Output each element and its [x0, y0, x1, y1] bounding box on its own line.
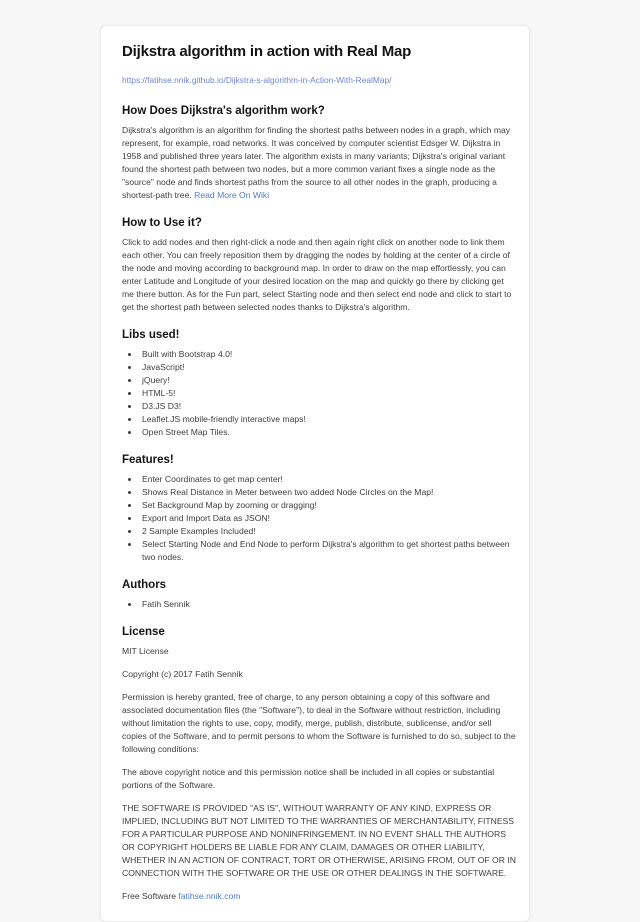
- list-item: • jQuery!: [140, 374, 516, 387]
- how-use-paragraph: Click to add nodes and then right-click a node and then again right click on another node to link them each other. You can freely reposition them by dragging the nodes by holding at the center of a circle of the node and moving according to background map. In order to draw on the map effortlessly, you can enter Latitude and Longitude of your desired location on the map and quickly go there by clicking get me there button. As for the Fun part, select Starting node and then select end node and click to start to get the shortest path between selected nodes thanks to Dijkstra's algorithm.: [122, 236, 512, 312]
- heading-how-use: How to Use it?: [122, 216, 202, 229]
- heading-how-works: How Does Dijkstra's algorithm work?: [122, 104, 325, 117]
- list-item: • D3.JS D3!: [140, 400, 516, 413]
- features-list: [122, 473, 516, 564]
- list-item: • Shows Real Distance in Meter between two added Node Circles on the Map!: [140, 486, 516, 499]
- license-warranty-paragraph: THE SOFTWARE IS PROVIDED "AS IS", WITHOUT WARRANTY OF ANY KIND, EXPRESS OR IMPLIED, INCLUDING BUT NOT LIMITED TO THE WARRANTIES OF MERCHANTABILITY, FITNESS FOR A PARTICULAR PURPOSE AND NONINFRINGEMENT. IN NO EVENT SHALL THE AUTHORS OR COPYRIGHT HOLDERS BE LIABLE FOR ANY CLAIM, DAMAGES OR OTHER LIABILITY, WHETHER IN AN ACTION OF CONTRACT, TORT OR OTHERWISE, ARISING FROM, OUT OF OR IN CONNECTION WITH THE SOFTWARE OR THE USE OR OTHER DEALINGS IN THE SOFTWARE.: [122, 802, 516, 878]
- list-item: • Enter Coordinates to get map center!: [140, 473, 516, 486]
- list-item: • Set Background Map by zooming or dragging!: [140, 499, 516, 512]
- license-notice-paragraph: The above copyright notice and this permission notice shall be included in all copies or substantial portions of the Software.: [122, 766, 495, 790]
- list-item: • 2 Sample Examples Included!: [140, 525, 516, 538]
- license-permission-paragraph: Permission is hereby granted, free of charge, to any person obtaining a copy of this software and associated documentation files (the "Software"), to deal in the Software without restriction, including without limitation the rights to use, copy, modify, merge, publish, distribute, sublicense, and/or sell copies of the Software, and to permit persons to whom the Software is furnished to do so, subject to the following conditions:: [122, 691, 516, 754]
- libs-list: [122, 348, 516, 439]
- heading-features: Features!: [122, 453, 174, 466]
- list-item: • Fatih Sennik: [140, 598, 516, 611]
- list-item: • Built with Bootstrap 4.0!: [140, 348, 516, 361]
- how-works-text: Dijkstra's algorithm is an algorithm for finding the shortest paths between nodes in a graph, which may represent, for example, road networks. It was conceived by computer scientist Edsger W. Dijkstra in 1958 and published three years later. The algorithm exists in many variants; Dijkstra's original variant found the shortest path between two nodes, but a more common variant fixes a single node as the "source" node and finds shortest paths from the source to all other nodes in the graph, producing a shortest-path tree.: [122, 124, 511, 200]
- list-item: • HTML-5!: [140, 387, 516, 400]
- list-item: • Open Street Map Tiles.: [140, 426, 516, 439]
- read-more-wiki-link[interactable]: Read More On Wiki: [194, 189, 270, 200]
- page-title: Dijkstra algorithm in action with Real Map: [122, 43, 412, 60]
- list-item: • JavaScript!: [140, 361, 516, 374]
- project-url-link[interactable]: https://fatihse.nnik.github.io/Dijkstra-s-algorithm-in-Action-With-RealMap/: [122, 74, 392, 85]
- heading-license: License: [122, 625, 165, 638]
- footer-text: Free Software: [122, 890, 179, 901]
- list-item: • Leaflet.JS mobile-friendly interactive maps!: [140, 413, 516, 426]
- license-copyright: Copyright (c) 2017 Fatih Sennik: [122, 668, 243, 679]
- list-item: • Export and Import Data as JSON!: [140, 512, 516, 525]
- readme-card: [100, 25, 530, 922]
- footer-line: [122, 890, 516, 903]
- license-name: MIT License: [122, 645, 169, 656]
- list-item: • Select Starting Node and End Node to perform Dijkstra's algorithm to get shortest paths between two nodes.: [140, 538, 516, 564]
- heading-authors: Authors: [122, 578, 167, 591]
- heading-libs-used: Libs used!: [122, 328, 180, 341]
- footer-site-link[interactable]: fatihse.nnik.com: [178, 890, 241, 901]
- authors-list: [122, 598, 516, 611]
- how-works-paragraph: [122, 124, 516, 202]
